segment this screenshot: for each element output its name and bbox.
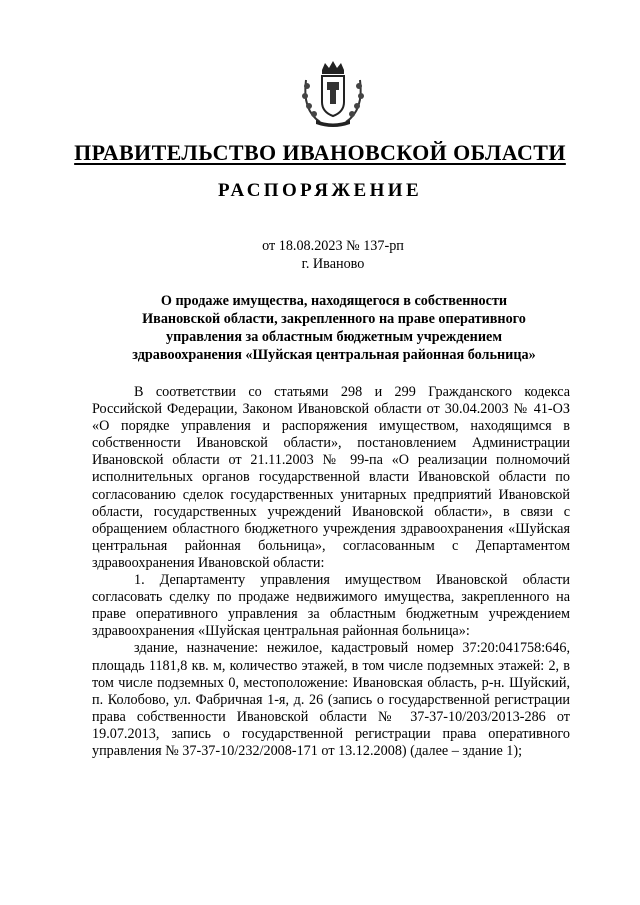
subject-line: О продаже имущества, находящегося в собственности (160, 293, 508, 309)
body-paragraph: 1. Департаменту управления имуществом Ивановской области согласовать сделку по продаже недвижимого имущества, закрепленного на праве оперативного управления за областным бюджетным учреждением здравоохранения «Шуйская центральная районная больница»: (92, 572, 570, 640)
date-number: от 18.08.2023 № 137-рп (262, 238, 404, 254)
document-subject (96, 292, 572, 364)
document-type: РАСПОРЯЖЕНИЕ (217, 180, 423, 201)
subject-line: управления за областным бюджетным учреждением (166, 329, 502, 345)
body-paragraph: здание, назначение: нежилое, кадастровый номер 37:20:041758:646, площадь 1181,8 кв. м, количество этажей, в том числе подземных этажей: 2, в том числе подземных 0, местоположение: Ивановская область, р-н. Шуйский, п. Колобово, ул. Фабричная 1-я, д. 26 (запись о государственной регистрации права собственности Ивановской области № 37-37-10/203/2013-286 от 19.07.2013, запись о государственной регистрации права оперативного управления № 37-37-10/232/2008-171 от 13.12.2008) (далее – здание 1); (92, 640, 570, 759)
body-paragraph: В соответствии со статьями 298 и 299 Гражданского кодекса Российской Федерации, Законом Ивановской области от 30.04.2003 № 41-ОЗ «О порядке управления и распоряжения имуществом, находящимся в собственности Ивановской области», постановлением Администрации Ивановской области от 21.11.2003 № 99-па «О реализации полномочий исполнительных органов государственной власти Ивановской области по согласованию сделок государственных унитарных предприятий Ивановской области, государственных учреждений Ивановской области», в связи с обращением областного бюджетного учреждения здравоохранения «Шуйская центральная районная больница», согласованным с Департаментом здравоохранения Ивановской области: (92, 384, 570, 571)
subject-line: здравоохранения «Шуйская центральная районная больница» (132, 347, 536, 363)
city: г. Иваново (301, 256, 365, 272)
document-body (92, 384, 570, 760)
document-meta (0, 237, 640, 273)
coat-of-arms-icon (292, 60, 374, 128)
subject-line: Ивановской области, закрепленного на праве оперативного (142, 311, 526, 327)
organization-title: ПРАВИТЕЛЬСТВО ИВАНОВСКОЙ ОБЛАСТИ (74, 140, 566, 165)
